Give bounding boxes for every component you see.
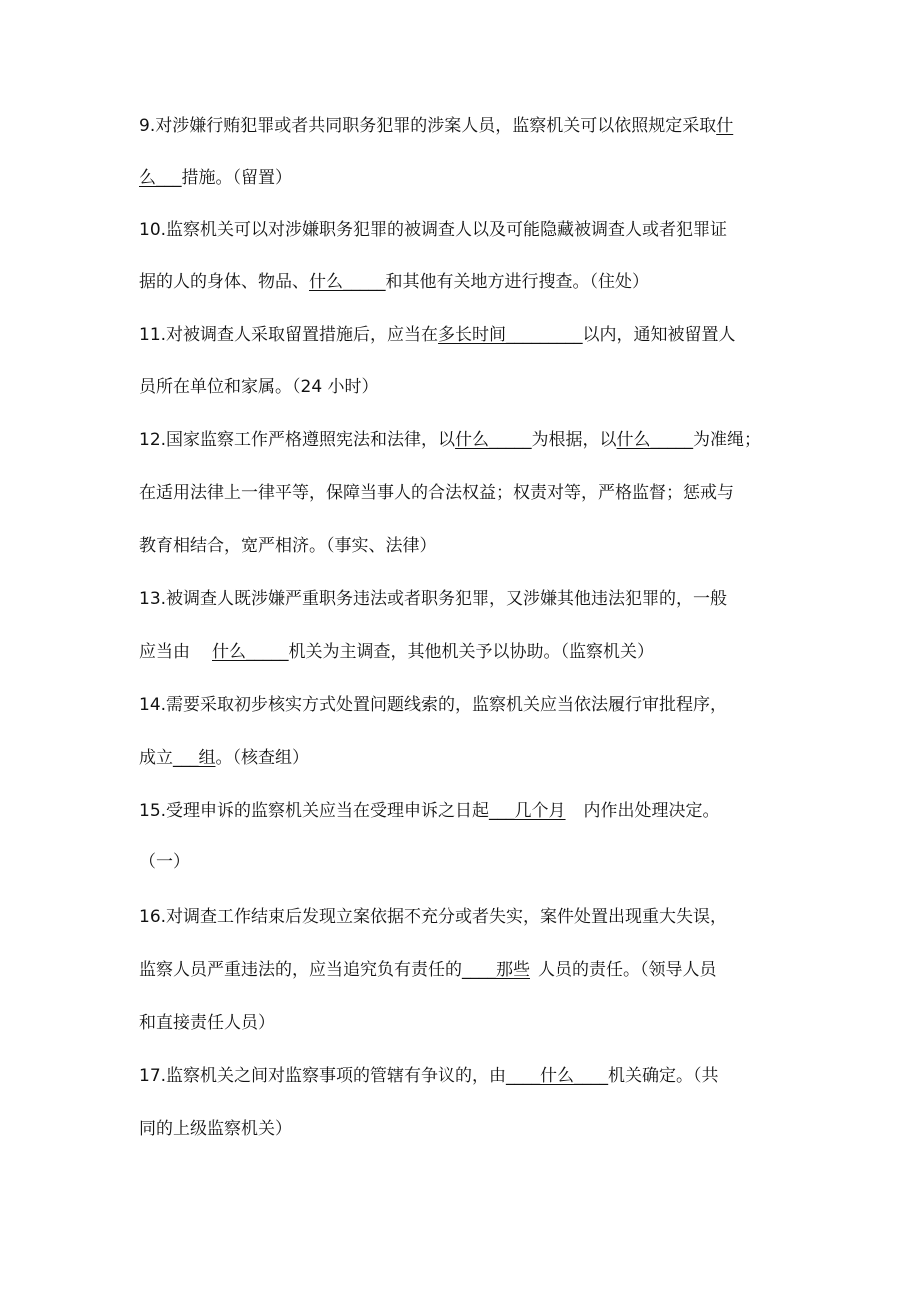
- blank: 什么_____: [309, 272, 386, 292]
- blank: ___几个月: [489, 801, 566, 821]
- question-16-line-3: 和直接责任人员）: [139, 1013, 275, 1033]
- question-10-line-1: 10.监察机关可以对涉嫌职务犯罪的被调查人以及可能隐藏被调查人或者犯罪证: [139, 220, 728, 240]
- blank: ____那些: [462, 960, 530, 980]
- question-12-line-3: 教育相结合，宽严相济。（事实、法律）: [139, 536, 437, 556]
- question-9-line-2: 么___措施。（留置）: [139, 168, 292, 188]
- question-11-line-1: 11.对被调查人采取留置措施后，应当在多长时间_________以内，通知被留置人: [139, 325, 736, 345]
- blank: 什么_____: [616, 430, 694, 450]
- blank: 什么_____: [455, 430, 532, 450]
- question-16-line-1: 16.对调查工作结束后发现立案依据不充分或者失实，案件处置出现重大失误，: [139, 907, 728, 927]
- blank: ____什么____: [506, 1066, 609, 1086]
- question-14-line-1: 14.需要采取初步核实方式处置问题线索的，监察机关应当依法履行审批程序，: [139, 695, 728, 715]
- question-14-line-2: 成立___组。（核查组）: [139, 748, 309, 768]
- blank: 多长时间_________: [438, 325, 583, 345]
- question-17-line-2: 同的上级监察机关）: [139, 1119, 292, 1139]
- question-13-line-1: 13.被调查人既涉嫌严重职务违法或者职务犯罪，又涉嫌其他违法犯罪的，一般: [139, 589, 728, 609]
- question-12-line-1: 12.国家监察工作严格遵照宪法和法律，以什么_____为根据，以什么_____为准绳；: [139, 430, 762, 450]
- question-9-line-1: 9.对涉嫌行贿犯罪或者共同职务犯罪的涉案人员，监察机关可以依照规定采取什: [139, 116, 734, 136]
- question-10-line-2: 据的人的身体、物品、什么_____和其他有关地方进行搜查。（住处）: [139, 272, 649, 292]
- question-15-line-2: （一）: [139, 852, 190, 872]
- question-12-line-2: 在适用法律上一律平等，保障当事人的合法权益；权责对等，严格监督；惩戒与: [139, 483, 734, 503]
- question-15-line-1: 15.受理申诉的监察机关应当在受理申诉之日起___几个月 内作出处理决定。: [139, 801, 720, 821]
- blank: 么___: [139, 168, 182, 188]
- question-16-line-2: 监察人员严重违法的，应当追究负有责任的____那些 人员的责任。（领导人员: [139, 960, 717, 980]
- question-17-line-1: 17.监察机关之间对监察事项的管辖有争议的，由____什么____机关确定。（共: [139, 1066, 719, 1086]
- question-13-line-2: 应当由 什么_____机关为主调查，其他机关予以协助。（监察机关）: [139, 642, 654, 662]
- blank: ___组: [173, 748, 216, 768]
- question-11-line-2: 员所在单位和家属。（24 小时）: [139, 377, 379, 397]
- blank: 什: [716, 116, 734, 136]
- blank: 什么_____: [212, 642, 289, 662]
